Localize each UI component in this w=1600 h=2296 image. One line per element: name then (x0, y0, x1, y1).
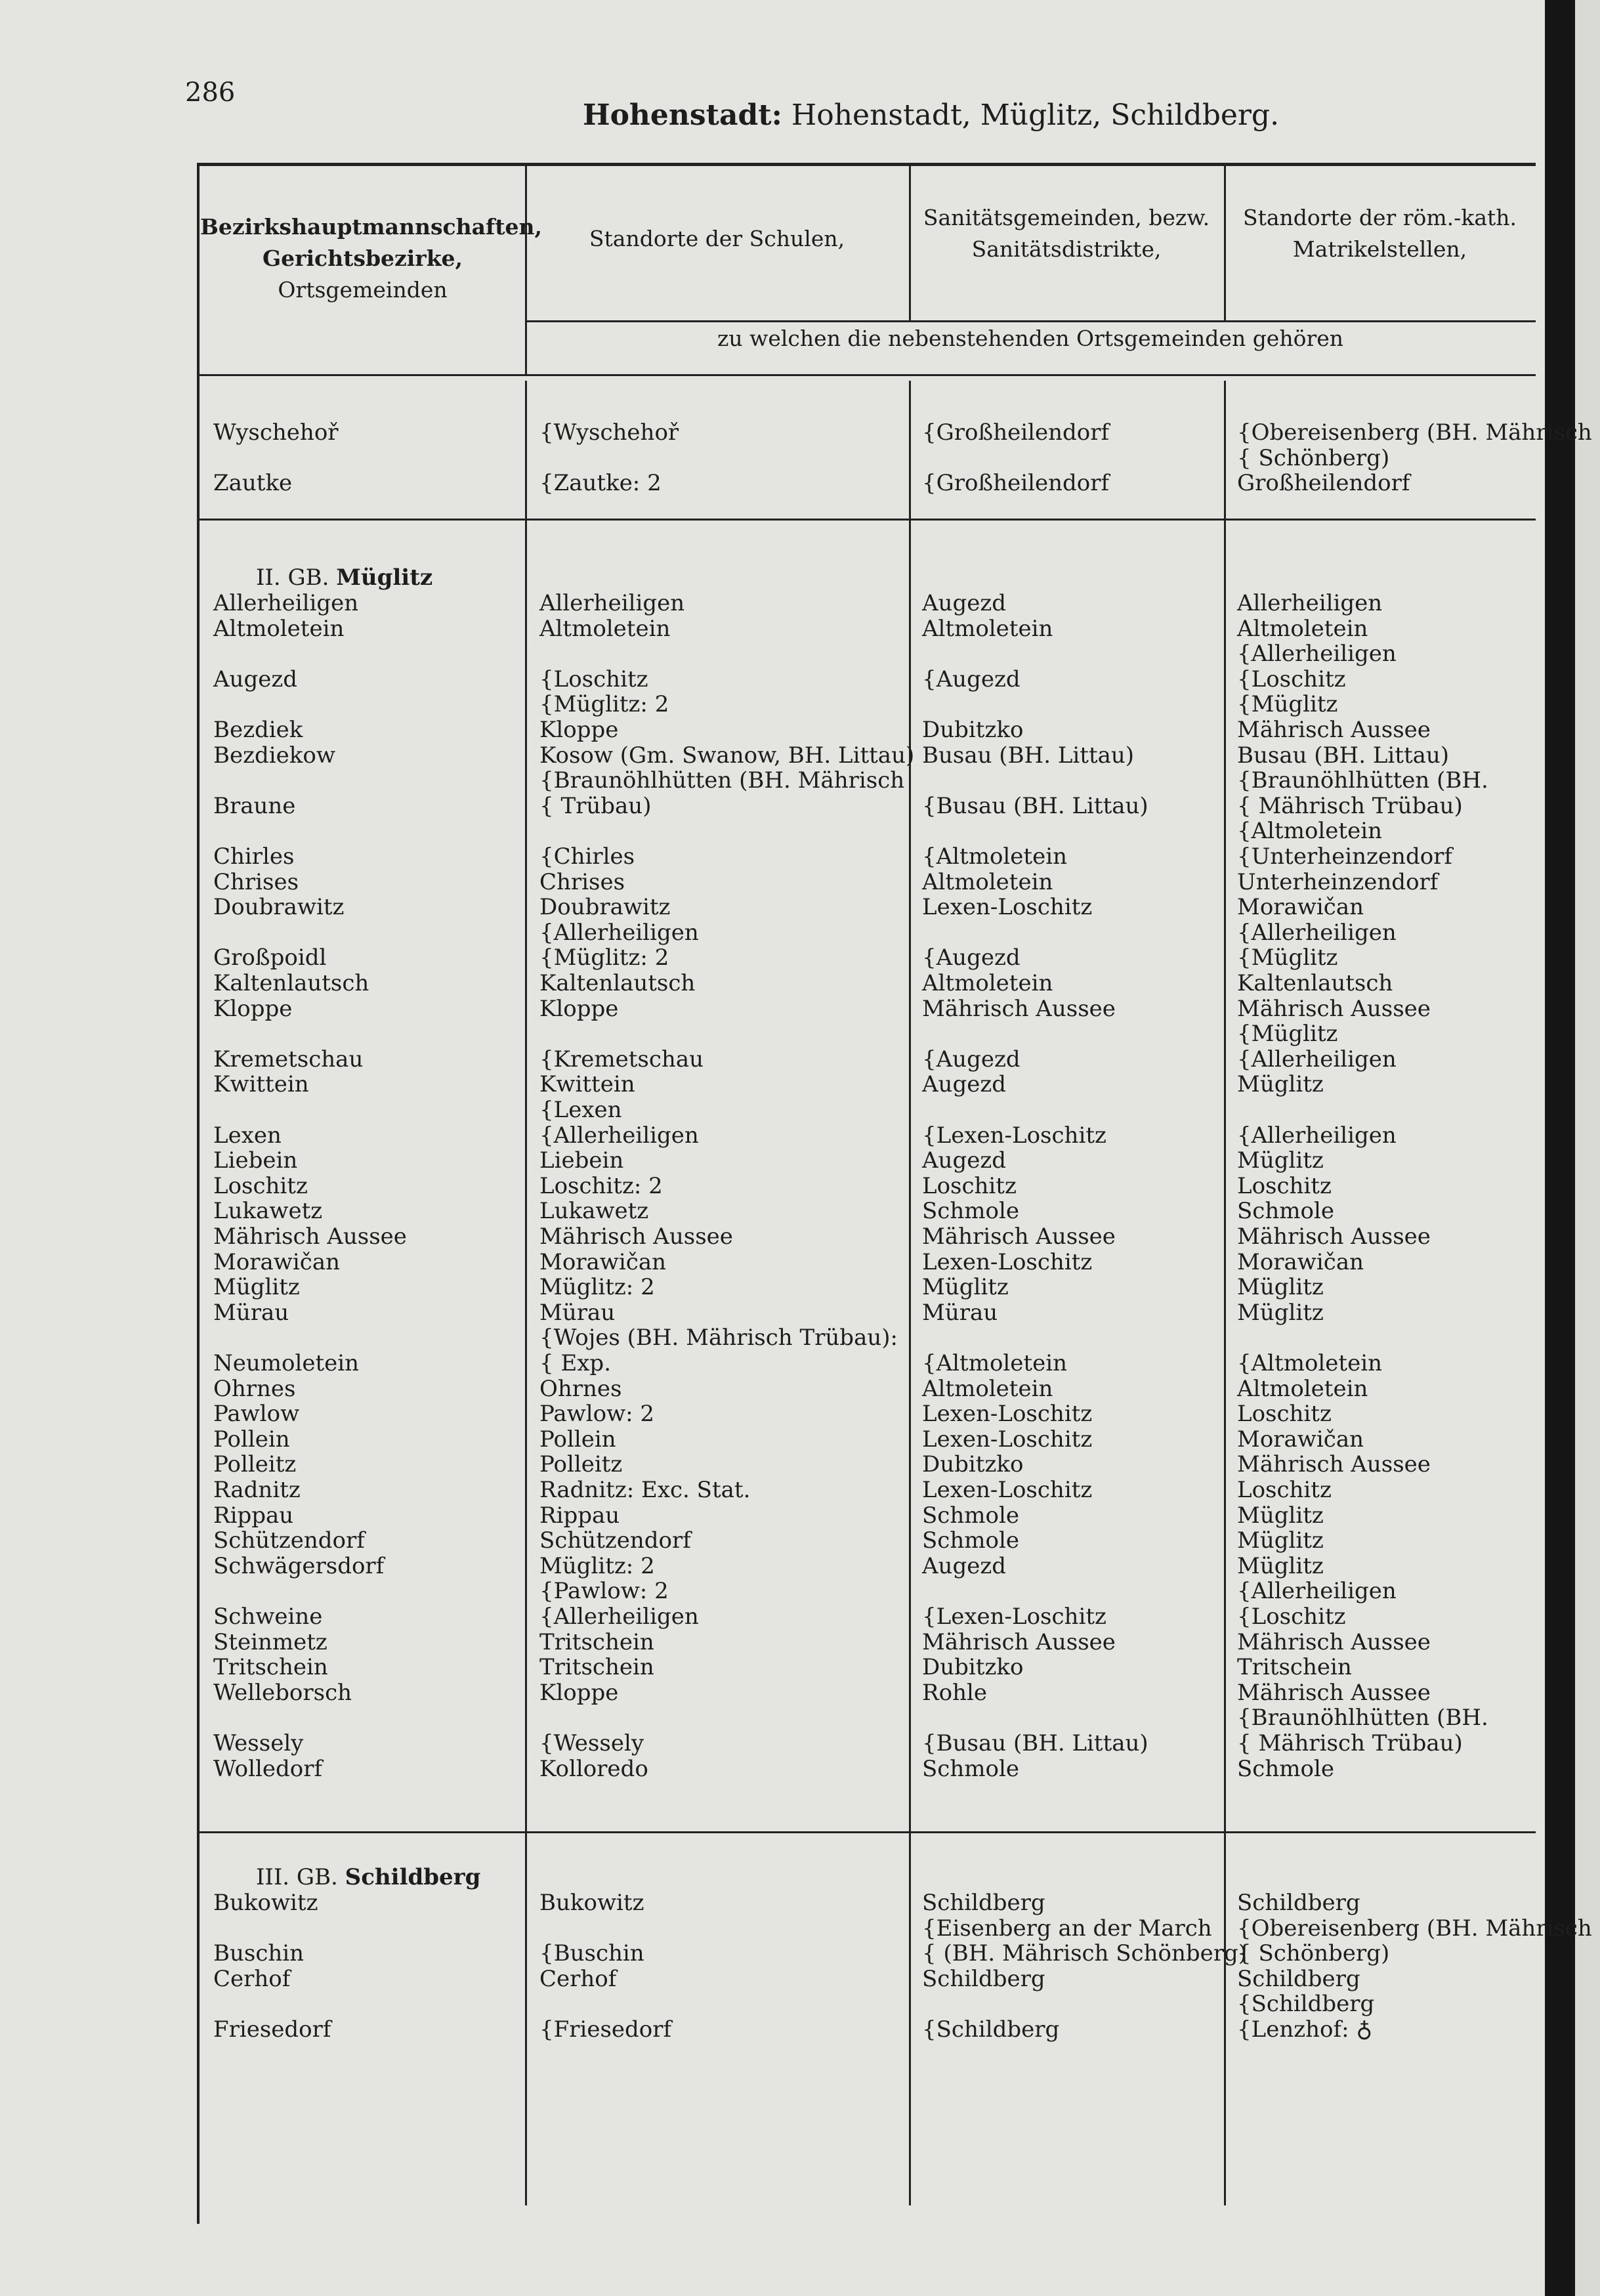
table-cell-b: {Friesedorf (539, 2016, 672, 2043)
table-cell-d: Tritschein (1237, 1654, 1352, 1681)
table-cell-c: {Augezd (922, 945, 1021, 971)
table-cell-d: {Altmoletein (1237, 1350, 1382, 1376)
table-cell-c: Müglitz (922, 1274, 1009, 1301)
table-cell-a: Schweine (213, 1604, 323, 1630)
header-bottom-rule (197, 374, 1536, 376)
table-cell-a: Bezdiekow (213, 742, 335, 769)
table-cell-a: Altmoletein (213, 615, 345, 642)
table-cell-d: Müglitz (1237, 1502, 1324, 1529)
table-cell-d: Loschitz (1237, 1401, 1332, 1428)
table-cell-b: {Kremetschau (539, 1046, 704, 1073)
table-cell-b: {Wojes (BH. Mährisch Trübau): (539, 1325, 898, 1351)
table-cell-b: Müglitz: 2 (539, 1552, 655, 1579)
table-cell-d: {Allerheiligen (1237, 641, 1397, 668)
column-header-1 (200, 211, 542, 306)
table-cell-a: Chirles (213, 843, 295, 870)
table-cell-d: Allerheiligen (1237, 590, 1383, 616)
table-cell-d: Großheilendorf (1237, 470, 1410, 497)
column-header-3 (909, 202, 1224, 265)
table-cell-b: Chrises (539, 868, 625, 895)
section-title-prefix: II. GB. (256, 564, 337, 591)
table-cell-a: Wessely (213, 1730, 304, 1756)
table-cell-d: Müglitz (1237, 1147, 1324, 1174)
table-cell-c: {Augezd (922, 1046, 1021, 1073)
table-cell-a: Welleborsch (213, 1679, 352, 1706)
table-cell-d: Altmoletein (1237, 1375, 1368, 1402)
table-cell-b: Kolloredo (539, 1755, 648, 1782)
table-cell-a: Mürau (213, 1299, 289, 1326)
table-cell-c: Schildberg (922, 1890, 1045, 1916)
table-cell-d: {Schildberg (1237, 1991, 1375, 2018)
table-cell-b: Kaltenlautsch (539, 970, 696, 996)
running-title-bold: Hohenstadt: (583, 98, 782, 132)
table-cell-c: {Schildberg (922, 2016, 1060, 2043)
table-cell-a: Pawlow (213, 1401, 300, 1428)
table-cell-b: Liebein (539, 1147, 624, 1174)
table-cell-d: {Obereisenberg (BH. Mährisch (1237, 1915, 1592, 1942)
table-cell-d: Morawičan (1237, 894, 1364, 921)
table-cell-c: Mährisch Aussee (922, 1628, 1116, 1655)
table-cell-d: Mährisch Aussee (1237, 1679, 1431, 1706)
table-cell-d: {Allerheiligen (1237, 1122, 1397, 1149)
table-cell-d: {Müglitz (1237, 945, 1338, 971)
table-cell-b: Kosow (Gm. Swanow, BH. Littau) (539, 742, 915, 769)
table-cell-b: {Wyschehoř (539, 419, 679, 446)
table-cell-c: {Busau (BH. Littau) (922, 1730, 1148, 1756)
table-cell-a: Liebein (213, 1147, 298, 1174)
table-cell-d: Schildberg (1237, 1890, 1360, 1916)
table-cell-b: {Braunöhlhütten (BH. Mährisch (539, 767, 905, 794)
table-cell-d: Loschitz (1237, 1172, 1332, 1199)
table-cell-d: Altmoletein (1237, 615, 1368, 642)
table-cell-a: Braune (213, 792, 296, 819)
table-cell-b: Morawičan (539, 1248, 666, 1275)
table-cell-b: { Exp. (539, 1350, 612, 1376)
table-cell-b: Loschitz: 2 (539, 1172, 663, 1199)
table-cell-b: {Zautke: 2 (539, 470, 662, 497)
table-cell-b: Ohrnes (539, 1375, 622, 1402)
table-cell-c: Dubitzko (922, 1654, 1024, 1681)
table-cell-b: Kloppe (539, 717, 619, 743)
table-cell-d: {Altmoletein (1237, 818, 1382, 845)
table-cell-b: {Buschin (539, 1940, 644, 1967)
table-cell-a: Neumoletein (213, 1350, 360, 1376)
table-cell-d: {Müglitz (1237, 1021, 1338, 1048)
table-cell-b: Rippau (539, 1502, 620, 1529)
column-header-4-line2: Matrikelstellen, (1292, 236, 1467, 262)
table-cell-b: Doubrawitz (539, 894, 671, 921)
table-cell-a: Kremetschau (213, 1046, 364, 1073)
table-cell-c: Lexen-Loschitz (922, 1401, 1093, 1428)
table-cell-c: Lexen-Loschitz (922, 1248, 1093, 1275)
table-cell-a: Mährisch Aussee (213, 1223, 407, 1250)
table-cell-b: {Pawlow: 2 (539, 1578, 669, 1605)
table-cell-b: Tritschein (539, 1654, 654, 1681)
table-cell-d: {Allerheiligen (1237, 1578, 1397, 1605)
section-title (256, 1864, 480, 1890)
table-cell-a: Müglitz (213, 1274, 300, 1301)
table-cell-b: Schützendorf (539, 1527, 691, 1554)
column-header-3-line1: Sanitätsgemeinden, bezw. (923, 205, 1210, 230)
table-cell-d: Schmole (1237, 1755, 1334, 1782)
table-cell-a: Morawičan (213, 1248, 340, 1275)
running-title (583, 98, 1279, 132)
table-cell-d: {Loschitz (1237, 1604, 1346, 1630)
table-cell-c: {Großheilendorf (922, 419, 1110, 446)
table-cell-b: Müglitz: 2 (539, 1274, 655, 1301)
column-header-1-line2: Gerichtsbezirke, (262, 245, 463, 271)
table-cell-d: Morawičan (1237, 1426, 1364, 1453)
table-cell-c: { (BH. Mährisch Schönberg) (922, 1940, 1248, 1967)
table-cell-b: {Müglitz: 2 (539, 945, 669, 971)
table-cell-d: {Müglitz (1237, 691, 1338, 718)
table-cell-b: {Loschitz (539, 666, 648, 692)
table-cell-a: Doubrawitz (213, 894, 345, 921)
column-header-1-line3: Ortsgemeinden (278, 277, 448, 303)
table-cell-c: Mürau (922, 1299, 998, 1326)
table-cell-c: Augezd (922, 590, 1007, 616)
table-cell-b: { Trübau) (539, 792, 652, 819)
column-header-4-line1: Standorte der röm.-kath. (1242, 205, 1517, 230)
table-cell-b: Pawlow: 2 (539, 1401, 655, 1428)
table-cell-a: Augezd (213, 666, 298, 692)
table-cell-d: { Mährisch Trübau) (1237, 792, 1463, 819)
table-cell-d: Unterheinzendorf (1237, 868, 1439, 895)
table-cell-d: {Braunöhlhütten (BH. (1237, 767, 1488, 794)
column-header-4 (1224, 202, 1536, 265)
table-cell-a: Schützendorf (213, 1527, 365, 1554)
table-cell-c: Lexen-Loschitz (922, 894, 1093, 921)
table-cell-a: Zautke (213, 470, 293, 497)
table-cell-d: {Allerheiligen (1237, 919, 1397, 946)
table-cell-a: Schwägersdorf (213, 1552, 385, 1579)
table-cell-d: Kaltenlautsch (1237, 970, 1393, 996)
table-cell-c: Schmole (922, 1198, 1019, 1225)
table-cell-c: {Großheilendorf (922, 470, 1110, 497)
section-title-name: Schildberg (345, 1864, 481, 1890)
table-cell-b: {Wessely (539, 1730, 644, 1756)
table-cell-b: Altmoletein (539, 615, 671, 642)
table-cell-b: Bukowitz (539, 1890, 644, 1916)
table-cell-c: {Lexen-Loschitz (922, 1604, 1106, 1630)
table-cell-a: Allerheiligen (213, 590, 359, 616)
column-header-3-line2: Sanitätsdistrikte, (971, 236, 1162, 262)
table-cell-a: Lexen (213, 1122, 282, 1149)
table-cell-d: Müglitz (1237, 1299, 1324, 1326)
table-cell-c: Schmole (922, 1755, 1019, 1782)
table-cell-b: Kwittein (539, 1071, 635, 1098)
table-cell-b: Polleitz (539, 1451, 623, 1478)
table-cell-c: Rohle (922, 1679, 987, 1706)
table-cell-c: Altmoletein (922, 868, 1053, 895)
table-cell-a: Loschitz (213, 1172, 308, 1199)
table-cell-d: { Schönberg) (1237, 1940, 1390, 1967)
table-cell-c: Augezd (922, 1147, 1007, 1174)
table-cell-d: Mährisch Aussee (1237, 1628, 1431, 1655)
table-cell-a: Großpoidl (213, 945, 327, 971)
table-cell-d: { Schönberg) (1237, 444, 1390, 471)
table-cell-a: Tritschein (213, 1654, 328, 1681)
table-cell-b: Allerheiligen (539, 590, 685, 616)
table-cell-b: Tritschein (539, 1628, 654, 1655)
table-cell-a: Chrises (213, 868, 299, 895)
table-cell-c: Dubitzko (922, 1451, 1024, 1478)
table-cell-d: Schildberg (1237, 1965, 1360, 1992)
section-rule-2 (197, 1831, 1536, 1833)
table-cell-d: Loschitz (1237, 1477, 1332, 1503)
top-rule (197, 164, 1536, 166)
table-cell-c: Altmoletein (922, 1375, 1053, 1402)
table-cell-a: Lukawetz (213, 1198, 323, 1225)
table-cell-c: Busau (BH. Littau) (922, 742, 1135, 769)
table-cell-c: Augezd (922, 1071, 1007, 1098)
table-cell-c: Altmoletein (922, 615, 1053, 642)
section-title (256, 564, 432, 591)
table-cell-c: {Lexen-Loschitz (922, 1122, 1106, 1149)
table-cell-d: Müglitz (1237, 1071, 1324, 1098)
table-cell-a: Cerhof (213, 1965, 291, 1992)
table-cell-b: Kloppe (539, 1679, 619, 1706)
table-cell-a: Wyschehoř (213, 419, 339, 446)
table-cell-c: Augezd (922, 1552, 1007, 1579)
table-cell-a: Friesedorf (213, 2016, 331, 2043)
table-cell-b: Kloppe (539, 995, 619, 1022)
table-cell-a: Kaltenlautsch (213, 970, 369, 996)
table-cell-d: Schmole (1237, 1198, 1334, 1225)
span-rule (525, 320, 1536, 322)
table-cell-c: Mährisch Aussee (922, 1223, 1116, 1250)
table-cell-c: Dubitzko (922, 717, 1024, 743)
table-cell-a: Bukowitz (213, 1890, 318, 1916)
table-cell-d: Mährisch Aussee (1237, 1223, 1431, 1250)
table-cell-a: Kloppe (213, 995, 293, 1022)
table-cell-b: Pollein (539, 1426, 616, 1453)
table-cell-c: Mährisch Aussee (922, 995, 1116, 1022)
table-cell-d: Morawičan (1237, 1248, 1364, 1275)
table-cell-d: {Unterheinzendorf (1237, 843, 1453, 870)
table-cell-d: { Mährisch Trübau) (1237, 1730, 1463, 1756)
table-cell-d: Müglitz (1237, 1527, 1324, 1554)
table-cell-c: {Altmoletein (922, 843, 1067, 870)
table-cell-a: Steinmetz (213, 1628, 327, 1655)
table-cell-a: Ohrnes (213, 1375, 296, 1402)
table-cell-d: Mährisch Aussee (1237, 995, 1431, 1022)
section-rule-1 (197, 519, 1536, 521)
table-cell-c: Schmole (922, 1502, 1019, 1529)
table-cell-c: Lexen-Loschitz (922, 1477, 1093, 1503)
table-cell-c: Schildberg (922, 1965, 1045, 1992)
table-cell-c: Schmole (922, 1527, 1019, 1554)
table-cell-b: {Allerheiligen (539, 919, 699, 946)
table-cell-a: Pollein (213, 1426, 290, 1453)
column-header-1-line1: Bezirkshauptmannschaften, (200, 214, 542, 240)
table-cell-d: Mährisch Aussee (1237, 1451, 1431, 1478)
table-cell-a: Bezdiek (213, 717, 303, 743)
table-cell-b: {Müglitz: 2 (539, 691, 669, 718)
body-divider-2 (909, 381, 911, 2205)
running-title-rest: Hohenstadt, Müglitz, Schildberg. (782, 98, 1280, 132)
table-cell-b: {Lexen (539, 1097, 622, 1123)
table-cell-c: Loschitz (922, 1172, 1017, 1199)
table-cell-b: Mährisch Aussee (539, 1223, 733, 1250)
table-cell-d: {Lenzhof: ♁ (1237, 2016, 1373, 2043)
table-cell-b: {Chirles (539, 843, 635, 870)
table-cell-d: {Loschitz (1237, 666, 1346, 692)
body-divider-3 (1224, 381, 1226, 2205)
table-cell-b: {Allerheiligen (539, 1604, 699, 1630)
book-spine (1545, 0, 1575, 2296)
table-cell-d: {Allerheiligen (1237, 1046, 1397, 1073)
table-cell-c: {Eisenberg an der March (922, 1915, 1212, 1942)
table-cell-d: Müglitz (1237, 1552, 1324, 1579)
table-cell-a: Radnitz (213, 1477, 301, 1503)
section-title-name: Müglitz (336, 564, 433, 591)
table-cell-a: Kwittein (213, 1071, 309, 1098)
table-cell-b: Radnitz: Exc. Stat. (539, 1477, 751, 1503)
table-cell-d: Mährisch Aussee (1237, 717, 1431, 743)
table-cell-d: {Braunöhlhütten (BH. (1237, 1705, 1488, 1732)
table-cell-c: {Busau (BH. Littau) (922, 792, 1148, 819)
table-cell-a: Polleitz (213, 1451, 297, 1478)
table-cell-c: {Altmoletein (922, 1350, 1067, 1376)
table-cell-d: Müglitz (1237, 1274, 1324, 1301)
table-cell-b: Mürau (539, 1299, 616, 1326)
column-header-span: zu welchen die nebenstehenden Ortsgemeinden gehören (717, 326, 1344, 351)
table-cell-a: Rippau (213, 1502, 294, 1529)
table-cell-c: {Augezd (922, 666, 1021, 692)
table-cell-d: {Obereisenberg (BH. Mährisch (1237, 419, 1592, 446)
table-cell-d: Busau (BH. Littau) (1237, 742, 1450, 769)
table-cell-b: {Allerheiligen (539, 1122, 699, 1149)
table-cell-a: Buschin (213, 1940, 305, 1967)
table-cell-b: Lukawetz (539, 1198, 649, 1225)
table-cell-a: Wolledorf (213, 1755, 323, 1782)
column-header-2: Standorte der Schulen, (589, 226, 845, 251)
page-number: 286 (185, 77, 236, 108)
section-title-prefix: III. GB. (256, 1864, 345, 1890)
table-cell-c: Lexen-Loschitz (922, 1426, 1093, 1453)
table-cell-b: Cerhof (539, 1965, 617, 1992)
table-cell-c: Altmoletein (922, 970, 1053, 996)
body-divider-1 (525, 381, 527, 2205)
